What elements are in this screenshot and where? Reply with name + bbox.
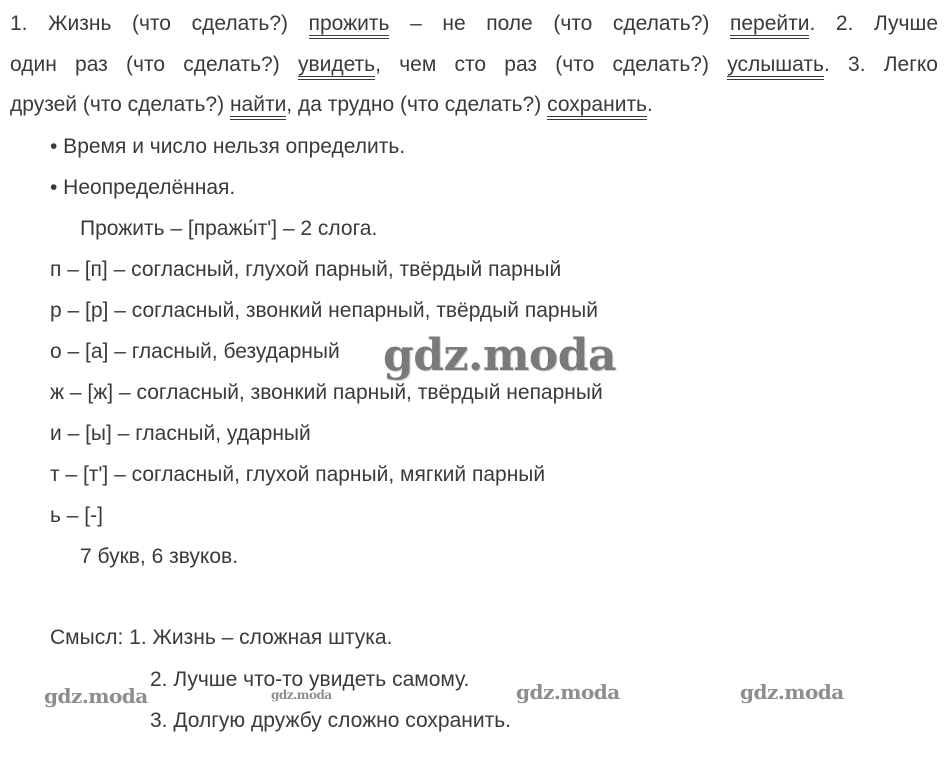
meaning-item: 3. Долгую дружбу сложно сохранить. (150, 709, 511, 732)
phonetic-row: ж – [ж] – согласный, звонкий парный, твёрдый непарный (50, 381, 603, 404)
predicate-find: найти (230, 93, 286, 120)
watermark-logo: gdz.moda (383, 330, 617, 381)
bullet-form: • Неопределённая. (50, 176, 236, 199)
predicate-see: увидеть (298, 53, 375, 80)
phonetic-row: и – [ы] – гласный, ударный (50, 422, 311, 445)
predicate-hear: услышать (727, 53, 824, 80)
phonetic-row: р – [р] – согласный, звонкий непарный, твёрдый парный (50, 299, 598, 322)
meaning-label: Смысл: (50, 626, 124, 649)
phonetic-row: о – [а] – гласный, безударный (50, 340, 340, 363)
proverb-line-1: 1. Жизнь (что сделать?) прожить – не поле (что сделать?) перейти. 2. Лучше (10, 11, 938, 37)
watermark-logo: gdz.moda (271, 688, 332, 702)
watermark-logo: gdz.moda (516, 680, 620, 704)
phonetic-row: п – [п] – согласный, глухой парный, твёрдый парный (50, 258, 562, 281)
proverb-line-2: один раз (что сделать?) увидеть, чем сто раз (что сделать?) услышать. 3. Легко (10, 52, 938, 78)
phonetic-row: ь – [-] (50, 504, 103, 527)
letters-sounds-summary: 7 букв, 6 звуков. (80, 545, 239, 568)
meaning-line-1 (50, 625, 392, 651)
phonetic-row: т – [т'] – согласный, глухой парный, мягкий парный (50, 463, 546, 486)
watermark-logo: gdz.moda (740, 680, 844, 704)
predicate-cross: перейти (730, 12, 810, 39)
bullet-tense-number: • Время и число нельзя определить. (50, 135, 406, 158)
meaning-item: 2. Лучше что-то увидеть самому. (150, 668, 470, 691)
predicate-keep: сохранить (547, 93, 647, 120)
syllable-line: Прожить – [пражы́т'] – 2 слога. (80, 217, 378, 240)
proverb-line-3: друзей (что сделать?) найти, да трудно (что сделать?) сохранить. (10, 92, 653, 118)
meaning-item: 1. Жизнь – сложная штука. (129, 626, 393, 649)
watermark-logo: gdz.moda (44, 684, 148, 708)
predicate-live: прожить (309, 12, 390, 39)
